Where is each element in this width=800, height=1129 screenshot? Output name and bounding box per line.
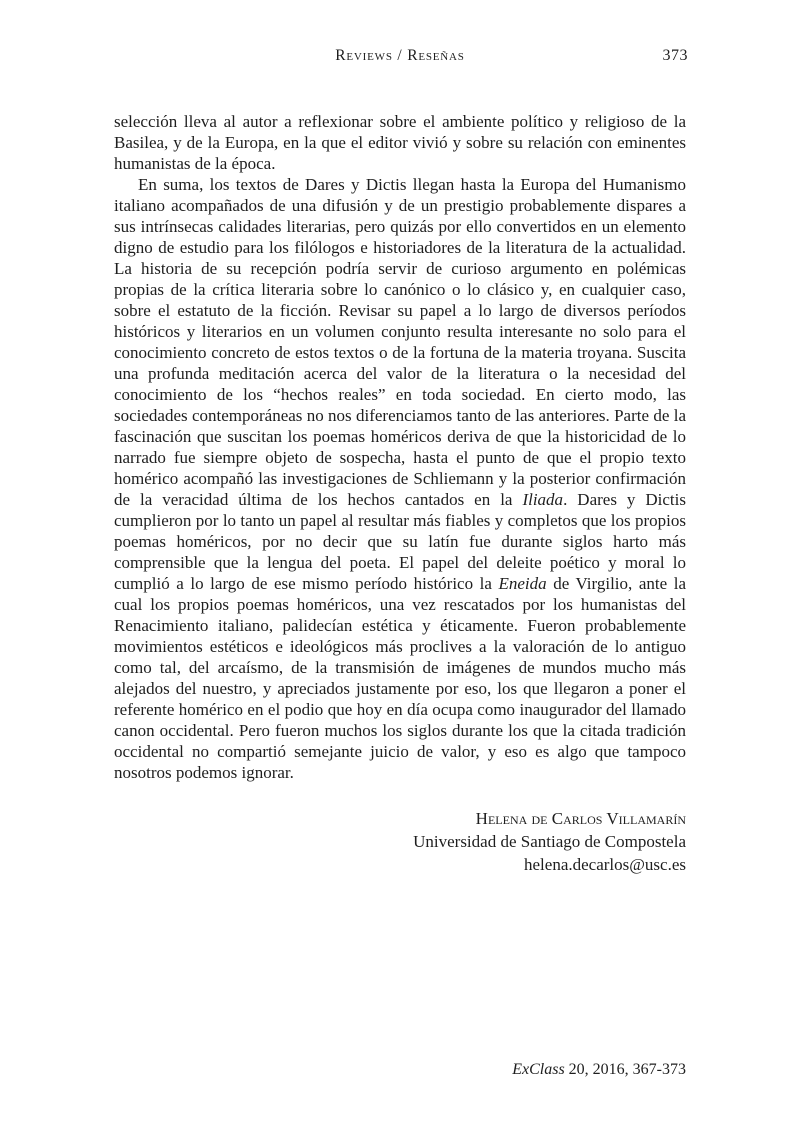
page-number: 373 (662, 47, 688, 64)
author-email: helena.decarlos@usc.es (524, 855, 686, 874)
signature-block (114, 807, 686, 876)
text-run: En suma, los textos de Dares y Dictis llegan hasta la Europa del Humanismo italiano acompañados de una difusión y de un prestigio probablemente dispares a sus intrínsecas calidades literarias, pero quizás por ello convertidos en un elemento digno de estudio para los filólogos e historiadores de la literatura de la actualidad. La historia de su recepción podría servir de curioso argumento en polémicas propias de la crítica literaria sobre lo canónico o lo clásico y, en cualquier caso, sobre el estatuto de la ficción. Revisar su papel a lo largo de diversos períodos históricos y literarios en un volumen conjunto resulta interesante no solo para el conocimiento concreto de estos textos o de la fortuna de la materia troyana. Suscita una profunda meditación acerca del valor de la literatura o la necesidad del conocimiento de los “hechos reales” en toda sociedad. En cierto modo, las sociedades contemporáneas no nos diferenciamos tanto de las anteriores. Parte de la fascinación que suscitan los poemas homéricos deriva de que la historicidad de lo narrado fue siempre objeto de sospecha, hasta el punto de que el propio texto homérico acompañó las investigaciones de Schliemann y la posterior confirmación de la veracidad última de los hechos cantados en la (114, 175, 686, 509)
author-name: Helena de Carlos Villamarín (475, 809, 686, 828)
italic-text-run: Eneida (498, 574, 547, 593)
journal-name: ExClass (512, 1061, 565, 1078)
body-paragraphs (114, 111, 686, 783)
text-run: de Virgilio, ante la cual los propios poemas homéricos, una vez rescatados por los humanistas del Renacimiento italiano, palidecían estética y éticamente. Fueron probablemente movimientos estéticos e ideológicos más proclives a la valoración de lo antiguo como tal, del arcaísmo, de la transmisión de imágenes de mundos mucho más alejados del nuestro, y apreciados justamente por eso, los que llegaron a poner el referente homérico en el podio que hoy en día ocupa como inaugurador del llamado canon occidental. Pero fueron muchos los siglos durante los que la citada tradición occidental no compartió semejante juicio de valor, y eso es algo que tampoco nosotros podemos ignorar. (114, 574, 686, 782)
running-title: Reviews / Reseñas (335, 47, 465, 64)
page-footer (512, 1061, 686, 1079)
text-run: . Dares y Dictis cumplieron por lo tanto un papel al resultar más fiables y completos que los propios poemas homéricos, por no decir que su latín fue durante siglos harto más comprensible que la lengua del poeta. El papel del deleite poético y moral lo cumplió a lo largo de ese mismo período histórico la (114, 490, 686, 593)
page-header (114, 47, 686, 69)
paragraph (114, 174, 686, 783)
italic-text-run: Iliada (522, 490, 564, 509)
paragraph (114, 111, 686, 174)
review-body (114, 111, 686, 876)
citation-text: 20, 2016, 367-373 (564, 1061, 686, 1078)
text-run: selección lleva al autor a reflexionar sobre el ambiente político y religioso de la Basilea, y de la Europa, en la que el editor vivió y sobre su relación con eminentes humanistas de la época. (114, 112, 686, 173)
author-affiliation: Universidad de Santiago de Compostela (413, 832, 686, 851)
